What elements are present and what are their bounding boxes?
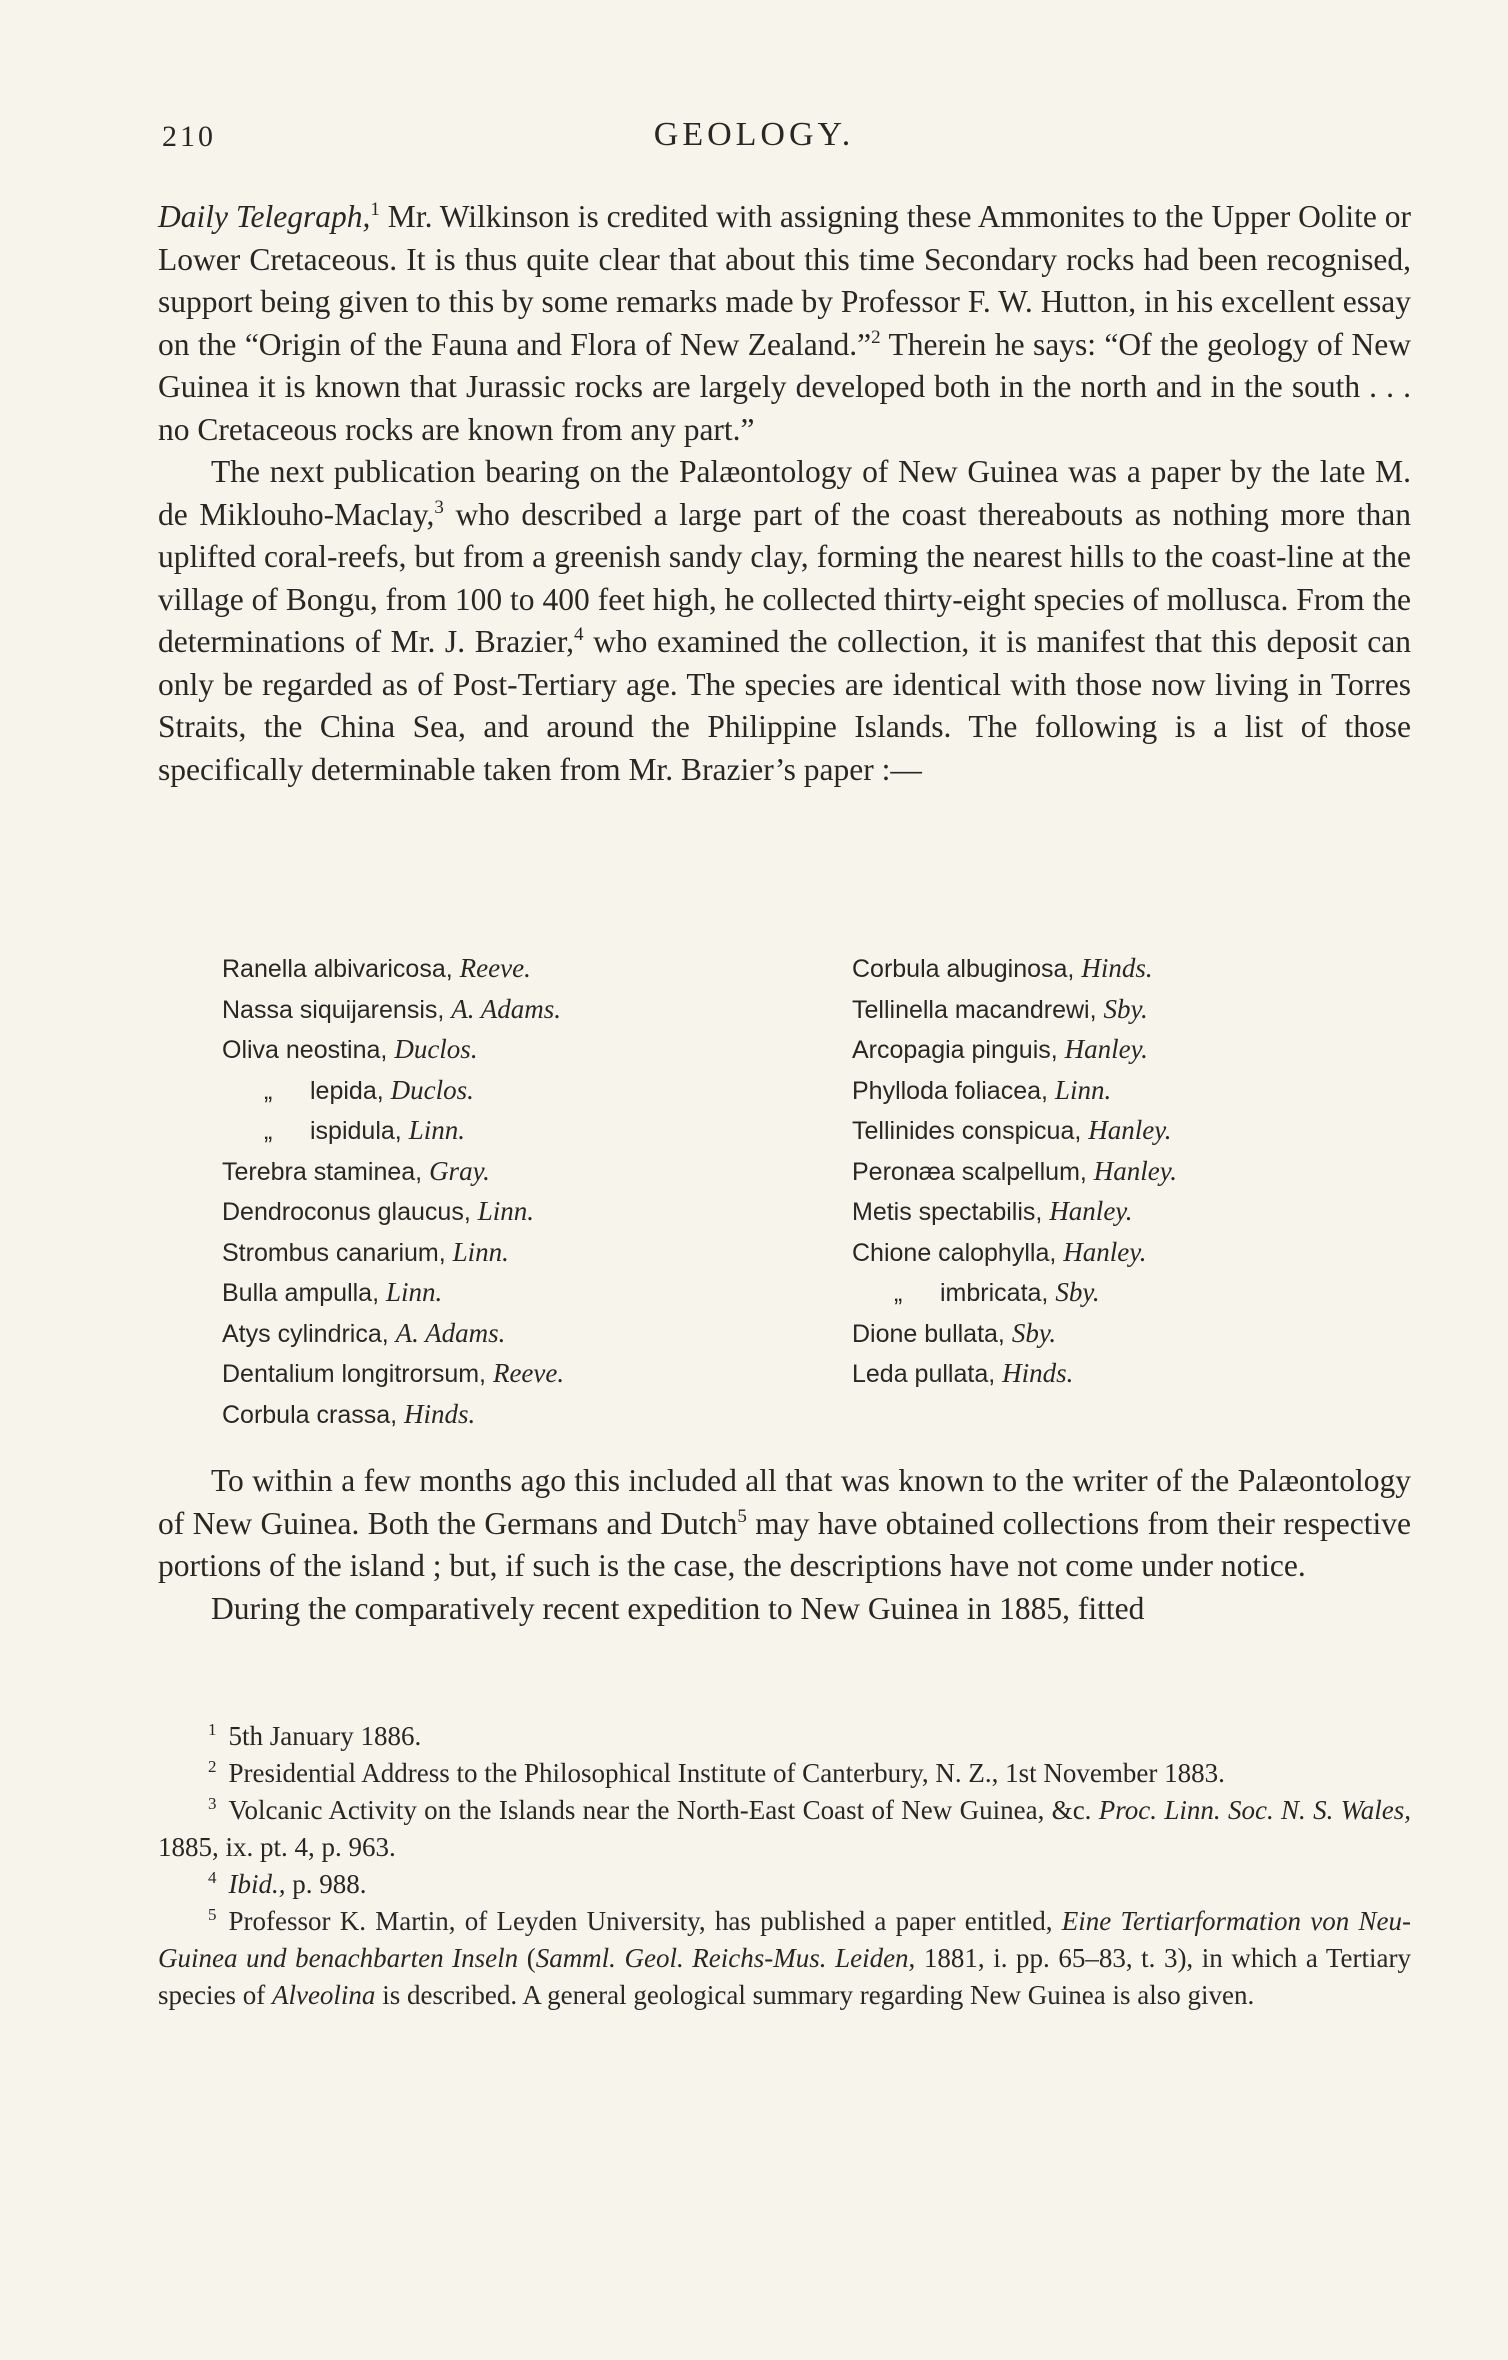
species-name: Leda pullata,	[852, 1360, 996, 1388]
species-name: Dentalium longitrorsum,	[222, 1360, 486, 1388]
species-item	[852, 1152, 1412, 1193]
footnote-citation: Samml. Geol. Reichs-Mus. Leiden,	[535, 1943, 916, 1973]
paragraph-1	[158, 196, 1411, 451]
paragraph-text: may have obtained collections from their respective portions of the island ; but, if such is the case, the descriptions have not come under notice.	[158, 1505, 1411, 1583]
species-item	[222, 1111, 782, 1152]
main-text	[158, 196, 1411, 791]
species-name: Peronæa scalpellum,	[852, 1157, 1087, 1186]
footnote-text: is described. A general geological summary regarding New Guinea is also given.	[375, 1980, 1255, 2010]
species-name: Oliva neostina,	[222, 1036, 388, 1064]
species-author: A. Adams.	[395, 1317, 506, 1348]
species-name: Tellinides conspicua,	[852, 1117, 1082, 1145]
ditto-mark: „	[894, 1279, 903, 1307]
footnote-citation: Proc. Linn. Soc. N. S. Wales,	[1098, 1795, 1412, 1825]
footnote-text: 5th January 1886.	[228, 1721, 422, 1751]
footnote-text: Presidential Address to the Philosophical Institute of Canterbury, N. Z., 1st November 1883.	[228, 1758, 1225, 1788]
footnote-number: 5	[208, 1905, 217, 1924]
paragraph-text: who examined the collection, it is manifest that this deposit can only be regarded as of Post-Tertiary age. The species are identical with those now living in Torres Straits, the China Sea, and around the Philippine Islands. The following is a list of those specifically determinable taken from Mr. Brazier’s paper :—	[158, 624, 1412, 787]
footnote-ref: 1	[370, 199, 380, 220]
footnote-5	[158, 1903, 1411, 2014]
footnote-text: Professor K. Martin, of Leyden University, has published a paper entitled,	[228, 1906, 1062, 1936]
species-author: Hanley.	[1093, 1155, 1178, 1186]
footnote-3	[158, 1792, 1411, 1866]
main-text-continued	[158, 1460, 1411, 1630]
species-item	[222, 1192, 782, 1233]
paragraph-text: During the comparatively recent expedition to New Guinea in 1885, fitted	[211, 1590, 1145, 1626]
species-name: imbricata,	[940, 1279, 1049, 1307]
species-item	[222, 1354, 782, 1395]
species-item	[852, 949, 1412, 990]
species-name: Strombus canarium,	[222, 1238, 446, 1267]
footnote-4	[158, 1866, 1411, 1903]
paragraph-2	[158, 451, 1411, 791]
species-author: Duclos.	[394, 1034, 478, 1064]
species-name: Chione calophylla,	[852, 1238, 1057, 1267]
species-item	[852, 1233, 1412, 1274]
footnote-text: 1885, ix. pt. 4, p. 963.	[158, 1832, 396, 1862]
species-item	[852, 990, 1412, 1031]
species-author: Duclos.	[390, 1074, 474, 1105]
footnotes	[158, 1718, 1411, 2014]
species-name: Phylloda foliacea,	[852, 1076, 1048, 1105]
species-author: Hanley.	[1063, 1236, 1147, 1267]
footnote-ref: 3	[434, 496, 444, 518]
footnote-1	[158, 1718, 1411, 1755]
footnote-ref: 2	[871, 326, 881, 348]
species-item	[852, 1071, 1412, 1112]
species-author: Reeve.	[492, 1358, 565, 1388]
footnote-citation: Alveolina	[271, 1980, 376, 2010]
footnote-number: 4	[208, 1868, 217, 1887]
species-name: Ranella albivaricosa,	[222, 955, 453, 983]
species-name: Corbula crassa,	[222, 1400, 398, 1429]
species-item	[852, 1030, 1412, 1071]
footnote-ref: 5	[737, 1505, 747, 1527]
species-author: Linn.	[1054, 1074, 1112, 1105]
footnote-ref: 4	[574, 624, 584, 645]
species-author: Hinds.	[1081, 953, 1153, 983]
species-author: Hinds.	[1002, 1358, 1074, 1388]
species-author: Linn.	[408, 1115, 465, 1145]
paragraph-text: who described a large part of the coast thereabouts as nothing more than uplifted coral-reefs, but from a greenish sandy clay, forming the nearest hills to the coast-line at the village of Bongu, from 100 to 400 feet high, he collected thirty-eight species of mollusca. From the determinations of Mr. J. Brazier,	[158, 496, 1411, 659]
species-name: Atys cylindrica,	[222, 1319, 389, 1348]
species-name: Metis spectabilis,	[852, 1198, 1043, 1226]
species-item	[852, 1192, 1412, 1233]
species-item	[852, 1354, 1412, 1395]
footnote-text: 1881, i. pp. 65–83, t. 3), in which a Tertiary species of	[158, 1943, 1411, 2010]
species-item	[222, 1152, 782, 1193]
species-name: Terebra staminea,	[222, 1157, 423, 1186]
paragraph-text: Daily Telegraph,	[158, 199, 371, 234]
running-title: GEOLOGY.	[653, 116, 855, 153]
species-name: Arcopagia pinguis,	[852, 1036, 1058, 1064]
paragraph-text: Mr. Wilkinson is credited with assigning these Ammonites to the Upper Oolite or Lower Cretaceous. It is thus quite clear that about this time Secondary rocks had been recognised, support being given to this by some remarks made by Professor F. W. Hutton, in his excellent essay on the “Origin of the Fauna and Flora of New Zealand.”	[158, 199, 1411, 362]
footnote-text: (	[518, 1943, 536, 1973]
footnote-number: 2	[208, 1757, 217, 1776]
species-author: Hinds.	[404, 1398, 476, 1429]
species-item	[852, 1111, 1412, 1152]
footnote-text: Volcanic Activity on the Islands near the North-East Coast of New Guinea, &c.	[228, 1795, 1092, 1825]
species-author: Linn.	[385, 1277, 443, 1307]
species-author: Linn.	[452, 1236, 509, 1267]
species-author: Hanley.	[1088, 1115, 1172, 1145]
species-item	[222, 1314, 782, 1355]
species-author: Linn.	[477, 1196, 535, 1226]
footnote-2	[158, 1755, 1411, 1792]
species-author: Sby.	[1103, 993, 1148, 1024]
species-author: Reeve.	[459, 953, 531, 983]
species-author: Hanley.	[1064, 1034, 1148, 1064]
species-author: A. Adams.	[451, 993, 562, 1024]
species-item	[222, 949, 782, 990]
species-name: Dione bullata,	[852, 1319, 1005, 1348]
species-column-left	[222, 949, 782, 1435]
species-author: Sby.	[1055, 1277, 1100, 1307]
footnote-number: 1	[208, 1720, 217, 1739]
paragraph-text: The next publication bearing on the Palæontology of New Guinea was a paper by the late M. de Miklouho-Maclay,	[158, 454, 1411, 532]
footnote-text: p. 988.	[285, 1869, 367, 1899]
species-item	[222, 1273, 782, 1314]
species-item	[222, 1030, 782, 1071]
species-author: Gray.	[429, 1155, 490, 1186]
species-name: Tellinella macandrewi,	[852, 995, 1097, 1024]
species-item	[852, 1273, 1412, 1314]
footnote-citation: Ibid.,	[228, 1869, 286, 1899]
paragraph-4	[158, 1588, 1411, 1631]
paragraph-3	[158, 1460, 1411, 1588]
species-item	[852, 1314, 1412, 1355]
footnote-citation: Eine Tertiarformation von Neu-Guinea und benachbarten Inseln	[158, 1906, 1411, 1973]
species-name: lepida,	[310, 1076, 384, 1105]
footnote-number: 3	[208, 1794, 217, 1813]
species-name: ispidula,	[310, 1117, 402, 1145]
species-item	[222, 1233, 782, 1274]
species-author: Hanley.	[1049, 1196, 1133, 1226]
species-author: Sby.	[1011, 1317, 1057, 1348]
paragraph-text: To within a few months ago this included all that was known to the writer of the Palæontology of New Guinea. Both the Germans and Dutch	[158, 1463, 1411, 1541]
species-list	[0, 949, 1508, 1429]
species-name: Dendroconus glaucus,	[222, 1198, 471, 1226]
paragraph-text: Therein he says: “Of the geology of New Guinea it is known that Jurassic rocks are largely developed both in the north and in the south . . . no Cretaceous rocks are known from any part.”	[158, 326, 1411, 447]
species-name: Corbula albuginosa,	[852, 955, 1075, 983]
species-name: Nassa siquijarensis,	[222, 995, 445, 1024]
species-item	[222, 1395, 782, 1436]
ditto-mark: „	[264, 1076, 273, 1105]
species-item	[222, 990, 782, 1031]
species-item	[222, 1071, 782, 1112]
page-number: 210	[162, 120, 216, 153]
ditto-mark: „	[264, 1117, 273, 1145]
species-name: Bulla ampulla,	[222, 1279, 380, 1307]
species-column-right	[852, 949, 1412, 1395]
